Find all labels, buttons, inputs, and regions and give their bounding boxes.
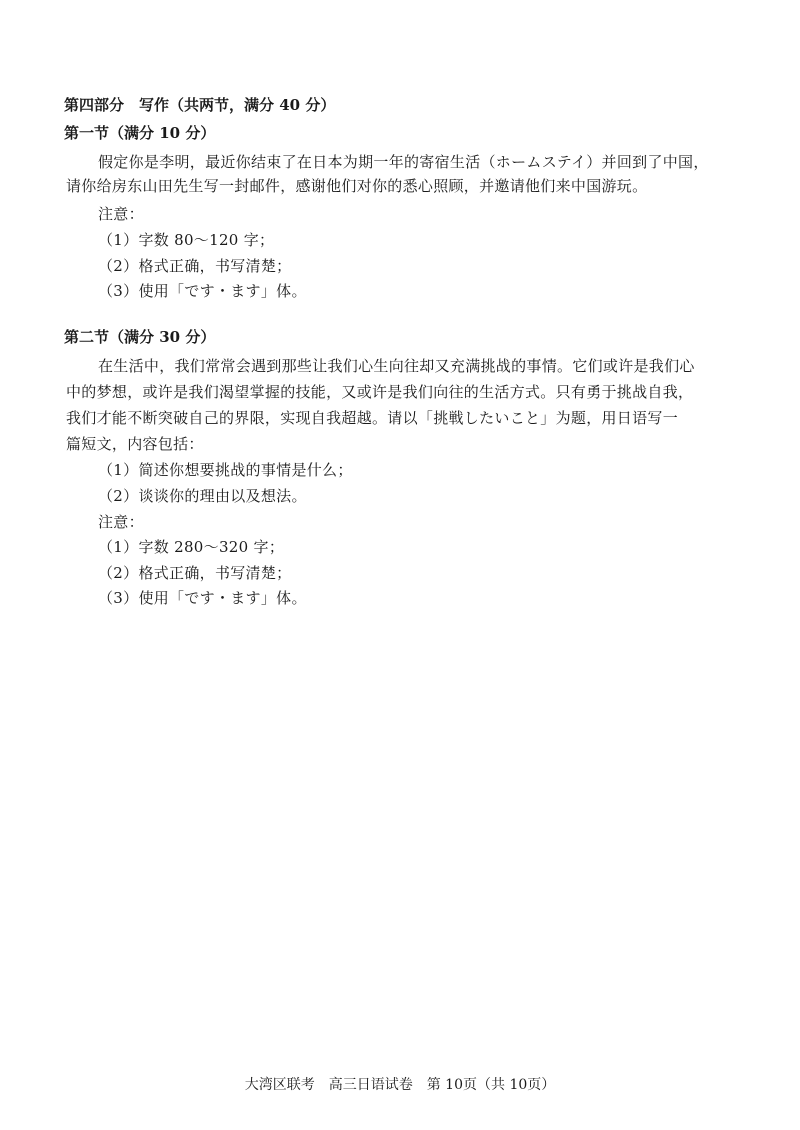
- section2-note-2: （2）格式正确，书写清楚；: [98, 564, 292, 582]
- section1-title: 第一节（满分 10 分）: [64, 124, 216, 142]
- section2-note-3: （3）使用「です・ます」体。: [98, 589, 307, 607]
- section2-content-item-2: （2）谈谈你的理由以及想法。: [98, 487, 307, 505]
- section2-body-line-3: 我们才能不断突破自己的界限，实现自我超越。请以「挑戦したいこと」为题，用日语写一: [66, 409, 679, 427]
- section1-note-2: （2）格式正确，书写清楚；: [98, 257, 292, 275]
- section2-title: 第二节（满分 30 分）: [64, 328, 216, 346]
- section2-body-line-4: 篇短文，内容包括：: [66, 435, 204, 453]
- section1-body-line-1: 假定你是李明，最近你结束了在日本为期一年的寄宿生活（ホームステイ）并回到了中国，: [98, 153, 709, 171]
- section1-body-line-2: 请你给房东山田先生写一封邮件，感谢他们对你的悉心照顾，并邀请他们来中国游玩。: [66, 177, 648, 195]
- section1-notice-label: 注意：: [98, 205, 144, 223]
- section1-note-3: （3）使用「です・ます」体。: [98, 282, 307, 300]
- part-title: 第四部分 写作（共两节，满分 40 分）: [64, 96, 336, 114]
- section2-note-1: （1）字数 280～320 字；: [98, 538, 285, 556]
- section2-body-line-1: 在生活中，我们常常会遇到那些让我们心生向往却又充满挑战的事情。它们或许是我们心: [98, 357, 695, 375]
- section2-content-item-1: （1）简述你想要挑战的事情是什么；: [98, 461, 353, 479]
- section2-body-line-2: 中的梦想，或许是我们渴望掌握的技能，又或许是我们向往的生活方式。只有勇于挑战自我，: [66, 383, 694, 401]
- page-footer: 大湾区联考 高三日语试卷 第 10页（共 10页）: [244, 1077, 556, 1093]
- section1-note-1: （1）字数 80～120 字；: [98, 231, 275, 249]
- section2-notice-label: 注意：: [98, 513, 144, 531]
